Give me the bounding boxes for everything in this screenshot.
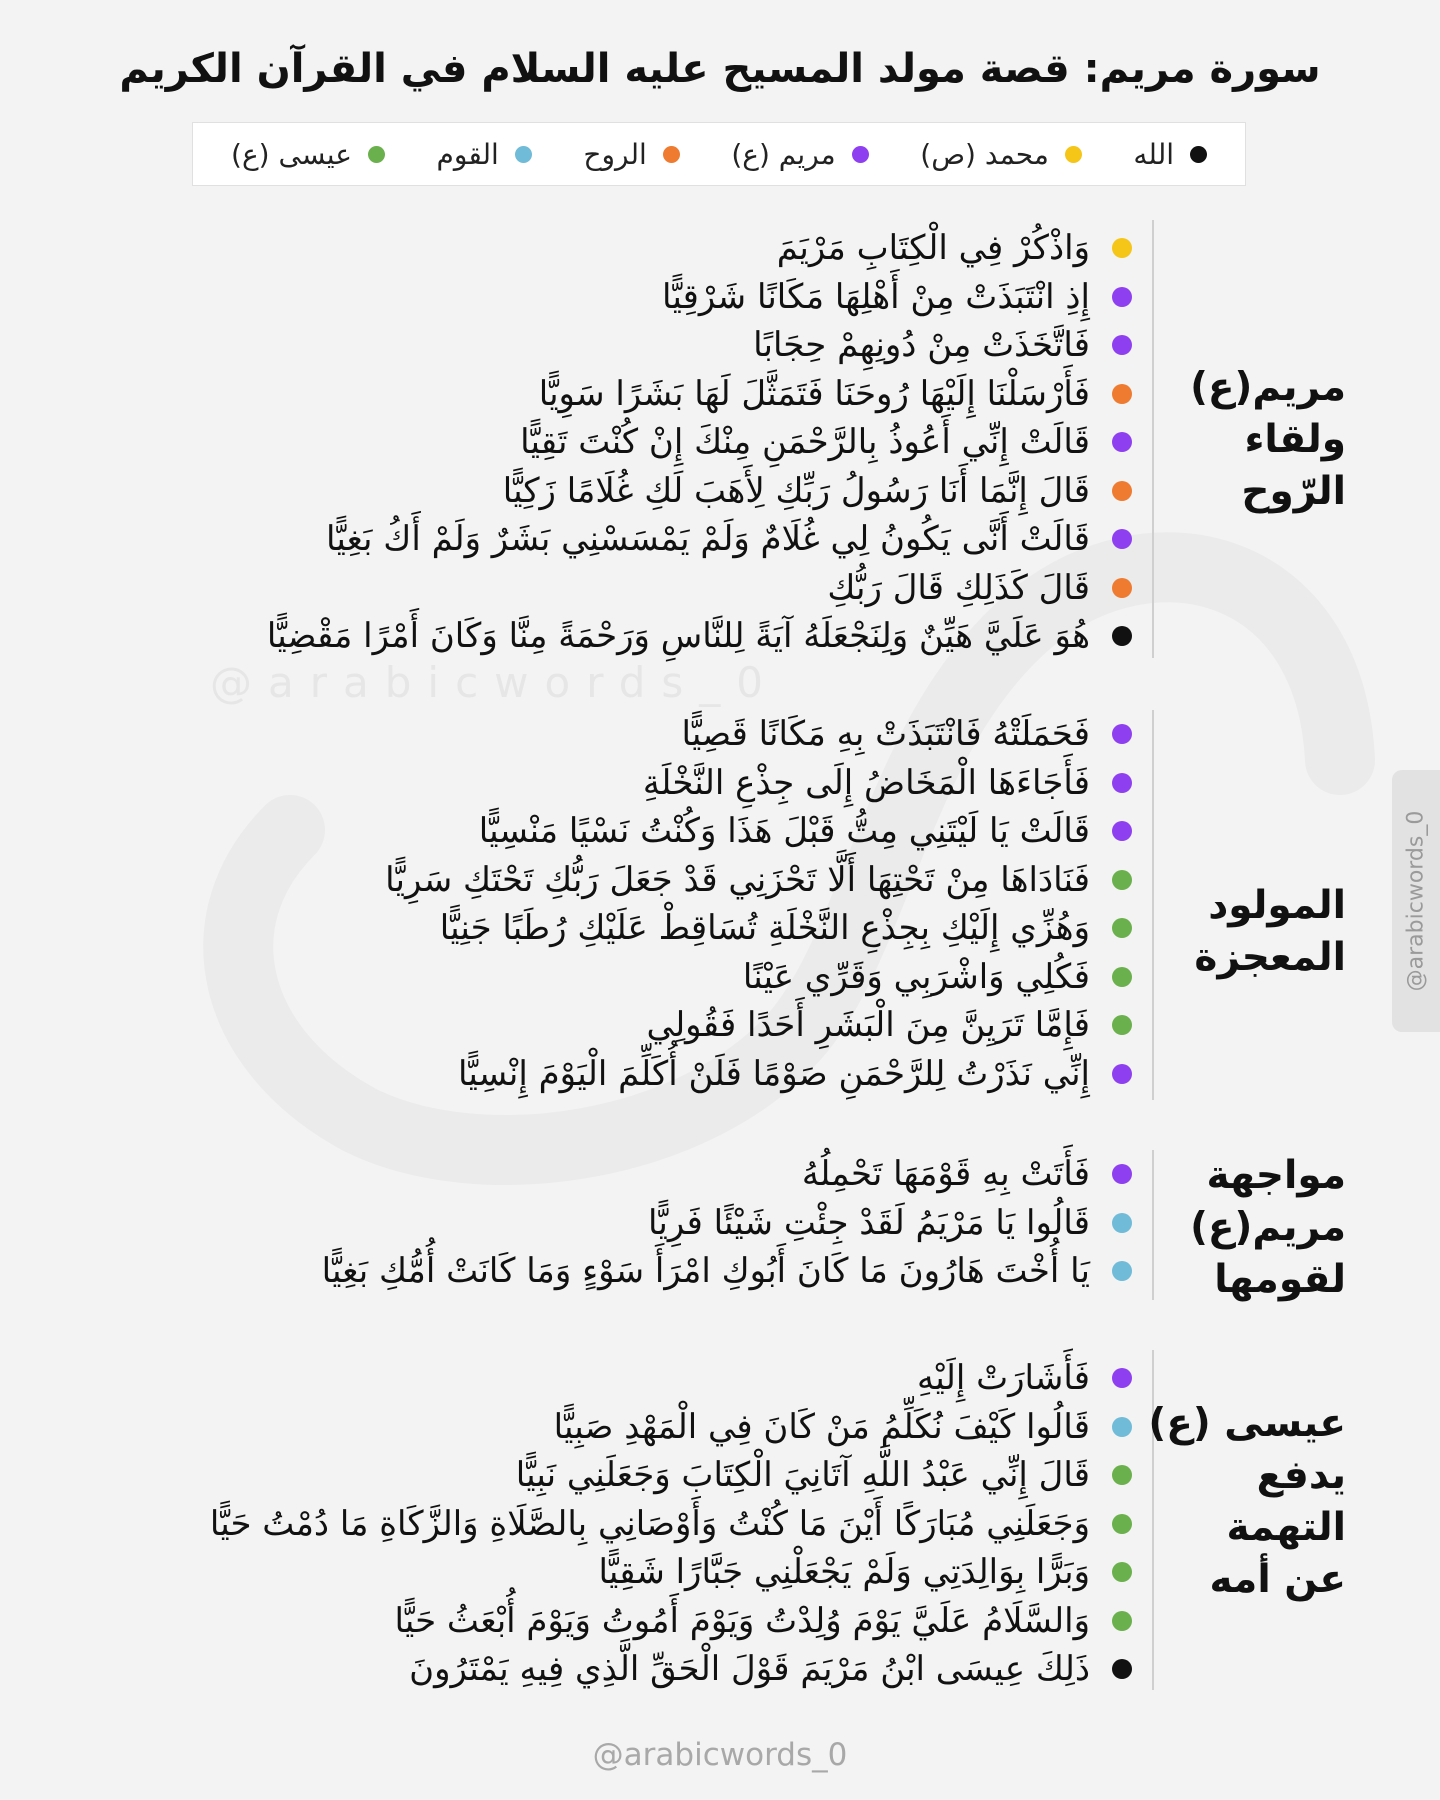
verse-row: [662, 273, 1132, 321]
speaker-dot: [1112, 335, 1132, 355]
verse-text: قَالَتْ يَا لَيْتَنِي مِتُّ قَبْلَ هَذَا وَكُنْتُ نَسْيًا مَنْسِيًّا: [478, 811, 1090, 851]
verse-text: ذَلِكَ عِيسَى ابْنُ مَرْيَمَ قَوْلَ الْحَقِّ الَّذِي فِيهِ يَمْتَرُونَ: [409, 1649, 1090, 1689]
side-watermark-tab: [1392, 770, 1440, 1032]
speaker-dot: [1112, 384, 1132, 404]
verse-text: هُوَ عَلَيَّ هَيِّنٌ وَلِنَجْعَلَهُ آيَةً لِلنَّاسِ وَرَحْمَةً مِنَّا وَكَانَ أَمْرًا مَقْضِيًّا: [266, 616, 1090, 656]
verse-row: [479, 807, 1132, 855]
faint-watermark: @arabicwords_0: [210, 658, 780, 707]
speaker-dot: [1112, 1611, 1132, 1631]
speaker-dot: [1112, 287, 1132, 307]
section-label-line: مواجهة: [1206, 1153, 1346, 1198]
verse-row: [648, 1199, 1132, 1247]
legend-item-allah: [1133, 138, 1207, 171]
legend-label: الله: [1133, 137, 1174, 171]
verse-text: فَأَرْسَلْنَا إِلَيْهَا رُوحَنَا فَتَمَثَّلَ لَهَا بَشَرًا سَوِيًّا: [538, 373, 1090, 414]
legend-label: القوم: [436, 137, 499, 171]
legend-dot: [515, 146, 532, 163]
section-label: [1171, 362, 1346, 518]
verse-row: [827, 564, 1132, 612]
legend-dot: [1190, 146, 1207, 163]
speaker-dot: [1112, 1064, 1132, 1084]
verse-text: قَالُوا يَا مَرْيَمُ لَقَدْ جِئْتِ شَيْئًا فَرِيًّا: [648, 1202, 1090, 1243]
verse-text: وَجَعَلَنِي مُبَارَكًا أَيْنَ مَا كُنْتُ وَأَوْصَانِي بِالصَّلَاةِ وَالزَّكَاةِ مَا دُمْتُ حَيًّا: [209, 1503, 1090, 1544]
speaker-dot: [1112, 529, 1132, 549]
speaker-dot: [1112, 1514, 1132, 1534]
verse-text: يَا أُخْتَ هَارُونَ مَا كَانَ أَبُوكِ امْرَأَ سَوْءٍ وَمَا كَانَتْ أُمُّكِ بَغِيًّا: [321, 1251, 1090, 1291]
legend-label: عيسى (ع): [231, 137, 352, 171]
verse-row: [210, 1500, 1132, 1548]
legend-dot: [663, 146, 680, 163]
section-label-line: المعجزة: [1194, 935, 1346, 980]
verse-row: [599, 1548, 1133, 1596]
section-label: [1171, 1150, 1346, 1306]
speaker-dot: [1112, 1659, 1132, 1679]
section-label: [1148, 1398, 1346, 1606]
speaker-dot: [1112, 481, 1132, 501]
verse-row: [440, 904, 1132, 952]
speaker-dot: [1112, 1164, 1132, 1184]
section-label-line: ولقاء: [1244, 417, 1346, 462]
speaker-dot: [1112, 432, 1132, 452]
verse-row: [409, 1645, 1132, 1693]
verse-row: [539, 370, 1132, 418]
verse-text: فَكُلِي وَاشْرَبِي وَقَرِّي عَيْنًا: [742, 956, 1090, 997]
verse-text: فَحَمَلَتْهُ فَانْتَبَذَتْ بِهِ مَكَانًا قَصِيًّا: [681, 714, 1090, 754]
verse-text: فَإِمَّا تَرَيِنَّ مِنَ الْبَشَرِ أَحَدًا فَقُولِي: [646, 1005, 1090, 1045]
speaker-dot: [1112, 773, 1132, 793]
legend-item-muhammad: [920, 138, 1082, 171]
verse-text: وَبَرًّا بِوَالِدَتِي وَلَمْ يَجْعَلْنِي جَبَّارًا شَقِيًّا: [598, 1552, 1090, 1592]
section-label-line: مريم(ع): [1190, 1205, 1346, 1250]
section-divider-line: [1152, 710, 1154, 1100]
speaker-dot: [1112, 821, 1132, 841]
speaker-dot: [1112, 870, 1132, 890]
verse-text: إِنِّي نَذَرْتُ لِلرَّحْمَنِ صَوْمًا فَلَنْ أُكَلِّمَ الْيَوْمَ إِنْسِيًّا: [457, 1053, 1090, 1094]
verse-text: فَأَشَارَتْ إِلَيْهِ: [917, 1358, 1090, 1398]
speaker-dot: [1112, 918, 1132, 938]
legend-item-qawm: [437, 138, 532, 171]
legend-dot: [852, 146, 869, 163]
verse-row: [326, 515, 1132, 563]
verse-row: [267, 612, 1132, 660]
verse-row: [520, 418, 1132, 466]
verse-text: فَاتَّخَذَتْ مِنْ دُونِهِمْ حِجَابًا: [753, 325, 1090, 365]
section-label: [1171, 880, 1346, 984]
speaker-dot: [1112, 238, 1132, 258]
legend-dot: [1065, 146, 1082, 163]
verse-row: [322, 1247, 1132, 1295]
verse-text: فَأَجَاءَهَا الْمَخَاضُ إِلَى جِذْعِ النَّخْلَةِ: [642, 762, 1090, 803]
section-label-line: المولود: [1208, 883, 1346, 928]
verse-row: [385, 856, 1132, 904]
section-divider-line: [1152, 220, 1154, 658]
verse-row: [643, 759, 1132, 807]
speaker-dot: [1112, 1562, 1132, 1582]
verse-row: [394, 1597, 1132, 1645]
verse-text: قَالَ إِنِّي عَبْدُ اللَّهِ آتَانِيَ الْكِتَابَ وَجَعَلَنِي نَبِيًّا: [515, 1455, 1090, 1495]
legend-dot: [368, 146, 385, 163]
section-label-line: عن أمه: [1209, 1557, 1346, 1602]
verse-row: [554, 1403, 1132, 1451]
section-label-line: يدفع: [1256, 1453, 1346, 1498]
legend: [192, 122, 1246, 186]
verse-text: قَالَ إِنَّمَا أَنَا رَسُولُ رَبِّكِ لِأَهَبَ لَكِ غُلَامًا زَكِيًّا: [502, 470, 1090, 511]
section-label-line: لقومها: [1214, 1257, 1346, 1302]
footer-handle: @arabicwords_0: [592, 1737, 848, 1773]
verse-text: فَأَتَتْ بِهِ قَوْمَهَا تَحْمِلُهُ: [801, 1154, 1090, 1194]
legend-item-ruh: [583, 138, 679, 171]
verse-text: فَنَادَاهَا مِنْ تَحْتِهَا أَلَّا تَحْزَنِي قَدْ جَعَلَ رَبُّكِ تَحْتَكِ سَرِيًّا: [385, 859, 1090, 900]
speaker-dot: [1112, 1213, 1132, 1233]
verse-row: [646, 1001, 1132, 1049]
legend-label: مريم (ع): [731, 137, 836, 171]
speaker-dot: [1112, 1417, 1132, 1437]
section-divider-line: [1152, 1150, 1154, 1300]
section-label-line: عيسى (ع): [1148, 1401, 1346, 1446]
speaker-dot: [1112, 578, 1132, 598]
legend-label: الروح: [583, 137, 647, 171]
verse-text: قَالَتْ أَنَّى يَكُونُ لِي غُلَامٌ وَلَمْ يَمْسَسْنِي بَشَرٌ وَلَمْ أَكُ بَغِيًّا: [326, 519, 1090, 559]
verse-row: [777, 224, 1132, 272]
page-title: سورة مريم: قصة مولد المسيح عليه السلام في القرآن الكريم: [119, 46, 1321, 92]
speaker-dot: [1112, 967, 1132, 987]
side-watermark-text: @arabicwords_0: [1403, 810, 1429, 992]
verse-row: [503, 467, 1132, 515]
speaker-dot: [1112, 724, 1132, 744]
verse-text: وَاذْكُرْ فِي الْكِتَابِ مَرْيَمَ: [776, 228, 1090, 268]
verse-row: [516, 1451, 1132, 1499]
speaker-dot: [1112, 1261, 1132, 1281]
verse-row: [802, 1150, 1132, 1198]
section-label-line: التهمة: [1226, 1505, 1346, 1550]
legend-item-isa: [231, 138, 385, 171]
verse-text: قَالُوا كَيْفَ نُكَلِّمُ مَنْ كَانَ فِي الْمَهْدِ صَبِيًّا: [553, 1406, 1090, 1447]
verse-row: [917, 1354, 1132, 1402]
verse-text: وَالسَّلَامُ عَلَيَّ يَوْمَ وُلِدْتُ وَيَوْمَ أَمُوتُ وَيَوْمَ أُبْعَثُ حَيًّا: [394, 1600, 1090, 1641]
section-label-line: الرّوح: [1241, 469, 1346, 514]
verse-text: قَالَ كَذَلِكِ قَالَ رَبُّكِ: [827, 567, 1090, 608]
speaker-dot: [1112, 1465, 1132, 1485]
speaker-dot: [1112, 1015, 1132, 1035]
verse-text: وَهُزِّي إِلَيْكِ بِجِذْعِ النَّخْلَةِ تُسَاقِطْ عَلَيْكِ رُطَبًا جَنِيًّا: [439, 908, 1090, 948]
legend-label: محمد (ص): [920, 137, 1049, 171]
verse-row: [682, 710, 1133, 758]
verse-text: إِذِ انْتَبَذَتْ مِنْ أَهْلِهَا مَكَانًا شَرْقِيًّا: [662, 276, 1090, 317]
speaker-dot: [1112, 1368, 1132, 1388]
verse-text: قَالَتْ إِنِّي أَعُوذُ بِالرَّحْمَنِ مِنْكَ إِنْ كُنْتَ تَقِيًّا: [520, 422, 1090, 462]
verse-row: [743, 953, 1132, 1001]
speaker-dot: [1112, 626, 1132, 646]
section-label-line: مريم(ع): [1190, 365, 1346, 410]
verse-row: [458, 1050, 1132, 1098]
verse-row: [753, 321, 1132, 369]
legend-item-maryam: [731, 138, 868, 171]
